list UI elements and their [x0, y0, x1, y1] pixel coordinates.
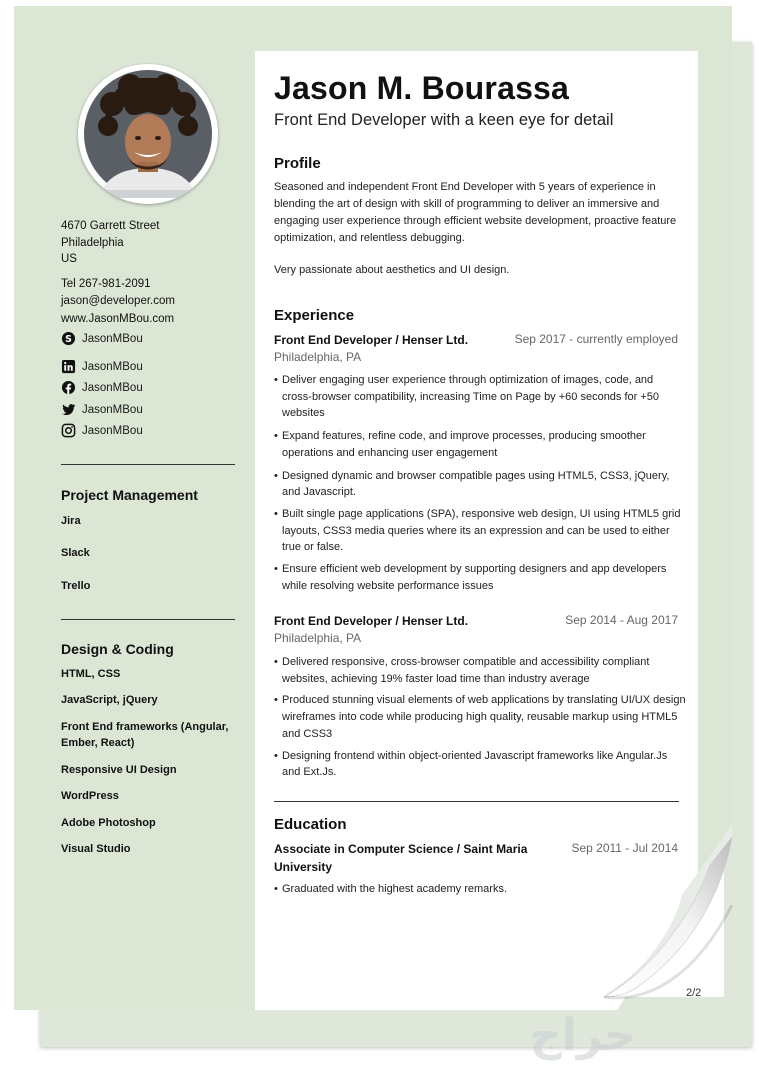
email-link[interactable]: jason@developer.com: [61, 295, 175, 307]
skill-item: HTML, CSS: [61, 668, 121, 680]
instagram-icon: [61, 423, 76, 438]
facebook-link[interactable]: [61, 380, 143, 395]
skill-item: Adobe Photoshop: [61, 817, 156, 829]
instagram-handle: JasonMBou: [82, 424, 143, 437]
list-item: • Built single page applications (SPA), responsive web design, UI using HTML5 grid layouts, CSS3 media queries where its an expression and can be used to either true or false.: [274, 506, 686, 556]
twitter-link[interactable]: [61, 402, 143, 417]
education-bullets: [274, 881, 686, 898]
skype-link[interactable]: [61, 331, 143, 346]
list-item: • Graduated with the highest academy remarks.: [274, 881, 686, 898]
section-divider: [274, 801, 679, 802]
job-bullets: [274, 654, 686, 781]
job-location: Philadelphia, PA: [274, 631, 362, 645]
address-street: 4670 Garrett Street: [61, 220, 160, 232]
list-item: • Delivered responsive, cross-browser compatible and accessibility compliant websites, achieving 19% faster load time than industry average: [274, 654, 686, 687]
list-item: • Designing frontend within object-oriented Javascript frameworks like Angular.Js and Ext.Js.: [274, 748, 686, 781]
skill-item: WordPress: [61, 790, 119, 802]
skill-item: Slack: [61, 547, 90, 559]
list-item: • Designed dynamic and browser compatible pages using HTML5, CSS3, jQuery, and Javascript.: [274, 468, 686, 501]
list-item: • Expand features, refine code, and improve processes, producing smoother operations and enhancing user engagement: [274, 428, 686, 461]
list-item: • Produced stunning visual elements of web applications by translating UI/UX design wireframes into code while producing high quality, reusable markup using HTML5 and CSS3: [274, 692, 686, 742]
profile-paragraph: Very passionate about aesthetics and UI design.: [274, 264, 510, 276]
phone: Tel 267-981-2091: [61, 278, 151, 290]
sidebar-divider: [61, 619, 235, 620]
watermark-logo: حراج: [530, 1010, 636, 1061]
project-management-heading: Project Management: [61, 487, 198, 503]
skype-handle: JasonMBou: [82, 332, 143, 345]
job-date: Sep 2014 - Aug 2017: [565, 613, 678, 627]
linkedin-icon: [61, 359, 76, 374]
instagram-link[interactable]: [61, 423, 143, 438]
education-heading: Education: [274, 816, 347, 833]
list-item: • Ensure efficient web development by supporting designers and app developers while resolving website performance issues: [274, 561, 686, 594]
page-subtitle: Front End Developer with a keen eye for detail: [274, 111, 614, 129]
design-coding-heading: Design & Coding: [61, 641, 174, 657]
facebook-icon: [61, 380, 76, 395]
linkedin-handle: JasonMBou: [82, 360, 143, 373]
skype-icon: [61, 331, 76, 346]
experience-heading: Experience: [274, 307, 355, 324]
skill-item: Trello: [61, 580, 91, 592]
job-title: Front End Developer / Henser Ltd.: [274, 614, 469, 628]
education-date: Sep 2011 - Jul 2014: [571, 841, 678, 855]
twitter-handle: JasonMBou: [82, 403, 143, 416]
facebook-handle: JasonMBou: [82, 381, 143, 394]
sidebar-divider: [61, 464, 235, 465]
address-city: Philadelphia: [61, 237, 124, 249]
page-number: 2/2: [686, 987, 702, 999]
job-location: Philadelphia, PA: [274, 350, 362, 364]
skill-item: Jira: [61, 515, 81, 527]
profile-heading: Profile: [274, 155, 321, 172]
address-country: US: [61, 253, 77, 265]
list-item: • Deliver engaging user experience through optimization of images, code, and cross-browser compatibility, increasing Time on Page by +60 seconds for +50 websites: [274, 372, 686, 422]
job-title: Front End Developer / Henser Ltd.: [274, 333, 469, 347]
job-date: Sep 2017 - currently employed: [514, 332, 678, 346]
profile-paragraph: Seasoned and independent Front End Developer with 5 years of experience in blending the art of design with skill of programming to deliver an immersive and engaging user experience through efficient website development, proactive feature optimization, and relentless debugging.: [274, 181, 677, 244]
job-bullets: [274, 372, 686, 594]
svg-text:S: S: [65, 333, 72, 345]
skill-item: Responsive UI Design: [61, 764, 177, 776]
skill-item: JavaScript, jQuery: [61, 694, 158, 706]
avatar: [78, 64, 218, 204]
twitter-icon: [61, 402, 76, 417]
skill-item: Visual Studio: [61, 843, 131, 855]
linkedin-link[interactable]: [61, 359, 143, 374]
page-title: Jason M. Bourassa: [274, 70, 570, 106]
degree-title: Associate in Computer Science / Saint Maria University: [274, 842, 528, 874]
website-link[interactable]: www.JasonMBou.com: [61, 313, 175, 325]
skill-item: Front End frameworks (Angular, Ember, React): [61, 721, 229, 749]
